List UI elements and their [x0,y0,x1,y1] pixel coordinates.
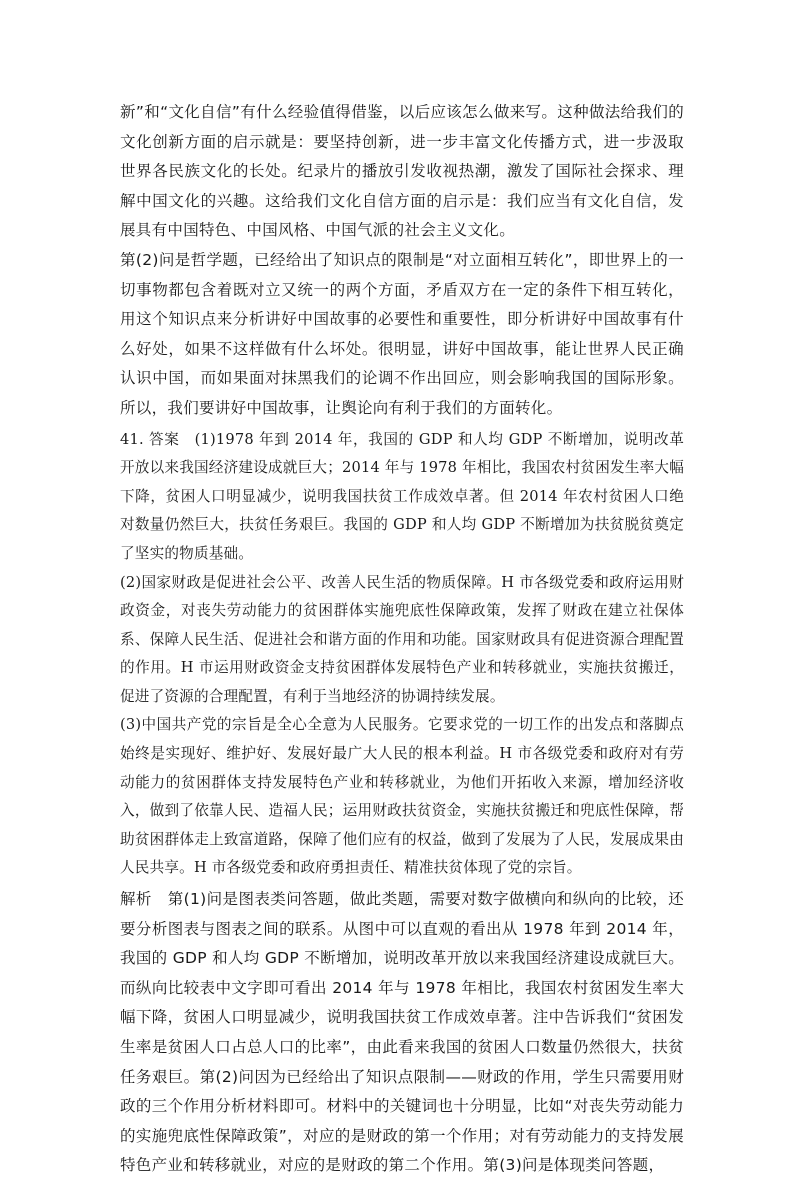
paragraph-question-2-philosophy: 第(2)问是哲学题，已经给出了知识点的限制是“对立面相互转化”，即世界上的一切事物都包含着既对立又统一的两个方面，矛盾双方在一定的条件下相互转化，用这个知识点来分析讲好中国故事的必要性和重要性，即分析讲好中国故事有什么好处，如果不这样做有什么坏处。很明显，讲好中国故事，能让世界人民正确认识中国，而如果面对抹黑我们的论调不作出回应，则会影响我国的国际形象。所以，我们要讲好中国故事，让舆论向有利于我们的方面转化。 [120,250,684,417]
paragraph-analysis: 解析 第(1)问是图表类问答题，做此类题，需要对数字做横向和纵向的比较，还要分析图表与图表之间的联系。从图中可以直观的看出从 1978 年到 2014 年，我国的 GDP 和人均 GDP 不断增加，说明改革开放以来我国经济建设成就巨大。而纵向比较表中文字即可看出 2014 年与 1978 年相比，我国农村贫困发生率大幅下降，贫困人口明显减少，说明我国扶贫工作成效卓著。注中告诉我们“贫困发生率是贫困人口占总人口的比率”，由此看来我国的贫困人口数量仍然很大，扶贫任务艰巨。第(2)问因为已经给出了知识点限制——财政的作用，学生只需要用财政的三个作用分析材料即可。材料中的关键词也十分明显，比如“对丧失劳动能力的实施兜底性保障政策”，对应的是财政的第一个作用；对有劳动能力的支持发展特色产业和转移就业，对应的是财政的第二个作用。第(3)问是体现类问答题， [120,890,684,1175]
paragraph-culture-innovation: 新”和“文化自信”有什么经验值得借鉴，以后应该怎么做来写。这种做法给我们的文化创新方面的启示就是：要坚持创新，进一步丰富文化传播方式，进一步汲取世界各民族文化的长处。纪录片的播放引发收视热潮，激发了国际社会探求、理解中国文化的兴趣。这给我们文化自信方面的启示是：我们应当有文化自信，发展具有中国特色、中国风格、中国气派的社会主义文化。 [120,103,684,240]
paragraph-answer-41-part-2: (2)国家财政是促进社会公平、改善人民生活的物质保障。H 市各级党委和政府运用财政资金，对丧失劳动能力的贫困群体实施兜底性保障政策，发挥了财政在建立社保体系、保障人民生活、促进社会和谐方面的作用和功能。国家财政具有促进资源合理配置的作用。H 市运用财政资金支持贫困群体发展特色产业和转移就业，实施扶贫搬迁，促进了资源的合理配置，有利于当地经济的协调持续发展。 [120,573,684,705]
paragraph-answer-41-part-3: (3)中国共产党的宗旨是全心全意为人民服务。它要求党的一切工作的出发点和落脚点始终是实现好、维护好、发展好最广大人民的根本利益。H 市各级党委和政府对有劳动能力的贫困群体支持发展特色产业和转移就业，为他们开拓收入来源，增加经济收入，做到了依靠人民、造福人民；运用财政扶贫资金，实施扶贫搬迁和兜底性保障，帮助贫困群体走上致富道路，保障了他们应有的权益，做到了发展为了人民，发展成果由人民共享。H 市各级党委和政府勇担责任、精准扶贫体现了党的宗旨。 [120,716,684,877]
document-page [120,98,684,1181]
paragraph-answer-41-part-1: 41. 答案 (1)1978 年到 2014 年，我国的 GDP 和人均 GDP 不断增加，说明改革开放以来我国经济建设成就巨大；2014 年与 1978 年相比，我国农村贫困发生率大幅下降，贫困人口明显减少，说明我国扶贫工作成效卓著。但 2014 年农村贫困人口绝对数量仍然巨大，扶贫任务艰巨。我国的 GDP 和人均 GDP 不断增加为扶贫脱贫奠定了坚实的物质基础。 [120,430,684,562]
